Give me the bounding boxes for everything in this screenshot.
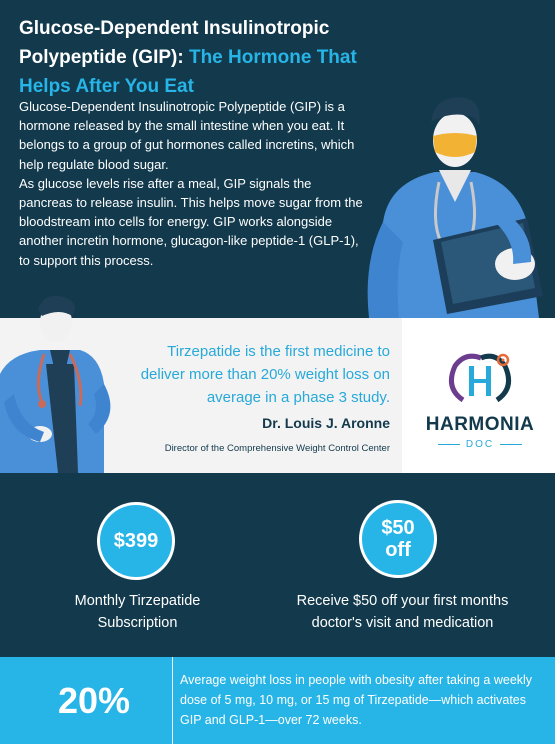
offers-section	[0, 473, 555, 657]
price-caption: Monthly Tirzepatide Subscription	[74, 593, 201, 631]
quote-text: Tirzepatide is the first medicine to deliver more than 20% weight loss on average in a phase 3 study.	[140, 343, 390, 406]
discount-badge-off: off	[385, 539, 411, 561]
quote-author-role: Director of the Comprehensive Weight Control Center	[164, 443, 390, 454]
price-badge: $399	[97, 502, 175, 580]
logo-name: HARMONIA	[425, 414, 535, 435]
page-title	[19, 14, 369, 101]
stat-description: Average weight loss in people with obesity after taking a weekly dose of 5 mg, 10 mg, or 15 mg of Tirzepatide—which activates GIP and GLP-1—over 72 weeks.	[180, 673, 533, 727]
discount-caption: Receive $50 off your first months doctor's visit and medication	[296, 593, 509, 631]
logo-subtitle: DOC	[415, 439, 545, 450]
stat-section	[0, 657, 555, 744]
harmonia-doc-logo	[415, 342, 545, 462]
intro-section	[0, 0, 555, 318]
discount-badge	[359, 500, 437, 578]
title-highlight: The Hormone That Helps After You Eat	[19, 47, 357, 97]
title-white: Glucose-Dependent Insulinotropic Polypeptide (GIP):	[19, 18, 330, 68]
doctor-with-clipboard-illustration	[355, 92, 555, 318]
stat-divider	[172, 657, 173, 744]
intro-paragraph-2: As glucose levels rise after a meal, GIP signals the pancreas to release insulin. This helps move sugar from the bloodstream into cells for energy. GIP works alongside another incretin hormone, glucagon-like peptide-1 (GLP-1), to support this process.	[19, 175, 363, 268]
logo-mark-icon	[415, 342, 545, 412]
discount-badge-amount: $50	[381, 517, 415, 539]
intro-text	[19, 97, 364, 270]
stat-value: 20%	[57, 680, 131, 721]
quote-author: Dr. Louis J. Aronne	[262, 415, 390, 431]
intro-paragraph-1: Glucose-Dependent Insulinotropic Polypeptide (GIP) is a hormone released by the small intestine when you eat. It belongs to a group of gut hormones called incretins, which help regulate blood sugar.	[19, 99, 355, 172]
quote-section	[0, 318, 555, 473]
